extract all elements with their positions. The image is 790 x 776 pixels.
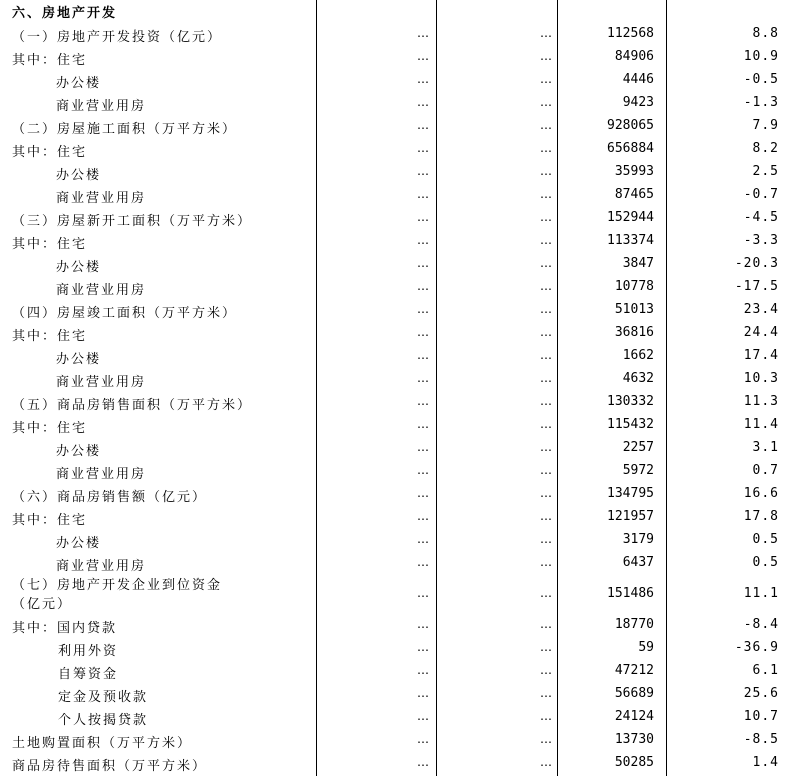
row-label: [12, 509, 87, 528]
ellipsis-cell: …: [417, 256, 429, 270]
row-label: [12, 394, 252, 413]
row-label: [12, 325, 87, 344]
row-label: [58, 640, 118, 659]
ellipsis-cell: …: [417, 118, 429, 132]
row-label: [56, 95, 146, 114]
ellipsis-cell: …: [540, 617, 552, 631]
absolute-value-cell: 6437: [622, 555, 654, 570]
growth-rate-cell: 0.5: [752, 555, 779, 570]
growth-rate-cell: 10.3: [743, 371, 779, 386]
absolute-value-cell: 4632: [622, 371, 654, 386]
ellipsis-cell: …: [540, 49, 552, 63]
table-row: [0, 392, 790, 415]
row-label-text: 利用外资: [58, 644, 119, 659]
ellipsis-cell: …: [417, 755, 429, 769]
absolute-value-cell: 2257: [622, 440, 654, 455]
row-label-text: 其中：住宅: [12, 513, 88, 528]
row-label-text: 商业营业用房: [56, 283, 147, 298]
ellipsis-cell: …: [417, 555, 429, 569]
growth-rate-cell: 2.5: [752, 164, 779, 179]
growth-rate-cell: 7.9: [752, 118, 779, 133]
row-label-text: （二）房屋施工面积（万平方米）: [12, 122, 238, 137]
ellipsis-cell: …: [540, 732, 552, 746]
row-label-text: 其中：住宅: [12, 329, 88, 344]
absolute-value-cell: 3179: [622, 532, 654, 547]
growth-rate-cell: 11.1: [743, 586, 779, 601]
ellipsis-cell: …: [540, 26, 552, 40]
growth-rate-cell: 11.3: [743, 394, 779, 409]
table-row: [0, 116, 790, 139]
absolute-value-cell: 4446: [622, 72, 654, 87]
absolute-value-cell: 9423: [622, 95, 654, 110]
absolute-value-cell: 656884: [607, 141, 654, 156]
row-label: [12, 233, 87, 252]
table-row: [0, 323, 790, 346]
table-row: [0, 369, 790, 392]
ellipsis-cell: …: [417, 279, 429, 293]
ellipsis-cell: …: [417, 640, 429, 654]
growth-rate-cell: 24.4: [743, 325, 779, 340]
growth-rate-cell: -0.5: [743, 72, 779, 87]
row-label: [56, 463, 146, 482]
ellipsis-cell: …: [540, 164, 552, 178]
ellipsis-cell: …: [540, 141, 552, 155]
row-label: [56, 256, 101, 275]
absolute-value-cell: 35993: [614, 164, 654, 179]
growth-rate-cell: 6.1: [752, 663, 779, 678]
absolute-value-cell: 3847: [622, 256, 654, 271]
ellipsis-cell: …: [417, 417, 429, 431]
table-row: [0, 254, 790, 277]
row-label: [56, 555, 146, 574]
table-row: [0, 638, 790, 661]
section-title-row: [0, 2, 790, 22]
ellipsis-cell: …: [417, 49, 429, 63]
ellipsis-cell: …: [417, 617, 429, 631]
row-label: [12, 576, 222, 614]
ellipsis-cell: …: [540, 686, 552, 700]
table-row: [0, 530, 790, 553]
row-label: [12, 49, 87, 68]
ellipsis-cell: …: [540, 72, 552, 86]
absolute-value-cell: 130332: [607, 394, 654, 409]
table-row: [0, 576, 790, 615]
table-row: [0, 346, 790, 369]
absolute-value-cell: 59: [638, 640, 654, 655]
row-label-text: （三）房屋新开工面积（万平方米）: [12, 214, 253, 229]
ellipsis-cell: …: [540, 187, 552, 201]
absolute-value-cell: 47212: [614, 663, 654, 678]
row-label-text: 其中：住宅: [12, 53, 88, 68]
growth-rate-cell: -17.5: [734, 279, 779, 294]
ellipsis-cell: …: [417, 509, 429, 523]
absolute-value-cell: 134795: [607, 486, 654, 501]
row-label: [12, 141, 87, 160]
row-label-text: 办公楼: [56, 76, 102, 91]
growth-rate-cell: 8.8: [752, 26, 779, 41]
ellipsis-cell: …: [417, 26, 429, 40]
growth-rate-cell: -3.3: [743, 233, 779, 248]
absolute-value-cell: 84906: [614, 49, 654, 64]
table-row: [0, 415, 790, 438]
ellipsis-cell: …: [540, 509, 552, 523]
absolute-value-cell: 152944: [607, 210, 654, 225]
row-label-text: 商业营业用房: [56, 375, 147, 390]
ellipsis-cell: …: [540, 663, 552, 677]
absolute-value-cell: 13730: [614, 732, 654, 747]
row-label: [56, 279, 146, 298]
table-row: [0, 507, 790, 530]
table-row: [0, 684, 790, 707]
absolute-value-cell: 51013: [614, 302, 654, 317]
growth-rate-cell: 8.2: [752, 141, 779, 156]
row-label-text: 商业营业用房: [56, 467, 147, 482]
growth-rate-cell: 0.5: [752, 532, 779, 547]
ellipsis-cell: …: [417, 440, 429, 454]
ellipsis-cell: …: [417, 141, 429, 155]
table-row: [0, 461, 790, 484]
row-label: [56, 72, 101, 91]
ellipsis-cell: …: [417, 164, 429, 178]
table-row: [0, 300, 790, 323]
ellipsis-cell: …: [540, 210, 552, 224]
row-label: [56, 164, 101, 183]
ellipsis-cell: …: [417, 663, 429, 677]
ellipsis-cell: …: [417, 686, 429, 700]
growth-rate-cell: -8.5: [743, 732, 779, 747]
row-label-text: （四）房屋竣工面积（万平方米）: [12, 306, 238, 321]
absolute-value-cell: 121957: [607, 509, 654, 524]
absolute-value-cell: 115432: [607, 417, 654, 432]
growth-rate-cell: 10.9: [743, 49, 779, 64]
ellipsis-cell: …: [540, 555, 552, 569]
row-label-text: 定金及预收款: [58, 690, 149, 705]
row-label: [56, 371, 146, 390]
ellipsis-cell: …: [540, 463, 552, 477]
ellipsis-cell: …: [540, 755, 552, 769]
growth-rate-cell: 25.6: [743, 686, 779, 701]
growth-rate-cell: 10.7: [743, 709, 779, 724]
row-label-text: 土地购置面积（万平方米）: [12, 736, 193, 751]
row-label-text: 其中：住宅: [12, 421, 88, 436]
growth-rate-cell: -36.9: [734, 640, 779, 655]
row-label: [12, 302, 237, 321]
table-row: [0, 277, 790, 300]
growth-rate-cell: 1.4: [752, 755, 779, 770]
ellipsis-cell: …: [417, 187, 429, 201]
ellipsis-cell: …: [417, 463, 429, 477]
ellipsis-cell: …: [540, 394, 552, 408]
row-label: [58, 709, 148, 728]
ellipsis-cell: …: [417, 348, 429, 362]
growth-rate-cell: -1.3: [743, 95, 779, 110]
absolute-value-cell: 113374: [607, 233, 654, 248]
growth-rate-cell: 16.6: [743, 486, 779, 501]
table-row: [0, 208, 790, 231]
ellipsis-cell: …: [540, 279, 552, 293]
row-label-text: （六）商品房销售额（亿元）: [12, 490, 208, 505]
ellipsis-cell: …: [540, 233, 552, 247]
row-label-text-line2: （亿元）: [12, 597, 73, 612]
ellipsis-cell: …: [540, 586, 552, 600]
row-label: [12, 617, 117, 636]
row-label: [12, 732, 192, 751]
ellipsis-cell: …: [540, 640, 552, 654]
row-label-text: 其中：住宅: [12, 237, 88, 252]
ellipsis-cell: …: [417, 732, 429, 746]
ellipsis-cell: …: [540, 532, 552, 546]
row-label: [12, 755, 207, 774]
ellipsis-cell: …: [417, 325, 429, 339]
table-row: [0, 484, 790, 507]
row-label: [12, 210, 252, 229]
ellipsis-cell: …: [540, 417, 552, 431]
absolute-value-cell: 56689: [614, 686, 654, 701]
table-row: [0, 47, 790, 70]
ellipsis-cell: …: [540, 256, 552, 270]
row-label: [58, 663, 118, 682]
table-row: [0, 162, 790, 185]
table-row: [0, 615, 790, 638]
table-row: [0, 93, 790, 116]
ellipsis-cell: …: [417, 233, 429, 247]
table-row: [0, 231, 790, 254]
ellipsis-cell: …: [540, 348, 552, 362]
ellipsis-cell: …: [540, 118, 552, 132]
ellipsis-cell: …: [417, 210, 429, 224]
ellipsis-cell: …: [540, 302, 552, 316]
row-label-text: 自筹资金: [58, 667, 119, 682]
absolute-value-cell: 24124: [614, 709, 654, 724]
row-label-text: 商业营业用房: [56, 99, 147, 114]
ellipsis-cell: …: [540, 486, 552, 500]
row-label: [12, 417, 87, 436]
table-row: [0, 139, 790, 162]
row-label: [56, 532, 101, 551]
absolute-value-cell: 1662: [622, 348, 654, 363]
row-label: [12, 118, 237, 137]
ellipsis-cell: …: [540, 325, 552, 339]
row-label: [58, 686, 148, 705]
ellipsis-cell: …: [417, 709, 429, 723]
row-label-text: （五）商品房销售面积（万平方米）: [12, 398, 253, 413]
row-label: [12, 26, 222, 45]
row-label-text: 其中：国内贷款: [12, 621, 118, 636]
ellipsis-cell: …: [540, 440, 552, 454]
table-row: [0, 661, 790, 684]
row-label-text: 办公楼: [56, 168, 102, 183]
absolute-value-cell: 10778: [614, 279, 654, 294]
section-title: 六、房地产开发: [12, 6, 118, 21]
table-row: [0, 24, 790, 47]
absolute-value-cell: 5972: [622, 463, 654, 478]
row-label: [12, 486, 207, 505]
row-label: [56, 187, 146, 206]
table-row: [0, 438, 790, 461]
row-label-text: （一）房地产开发投资（亿元）: [12, 30, 223, 45]
growth-rate-cell: 23.4: [743, 302, 779, 317]
ellipsis-cell: …: [540, 371, 552, 385]
growth-rate-cell: 3.1: [752, 440, 779, 455]
growth-rate-cell: -20.3: [734, 256, 779, 271]
absolute-value-cell: 151486: [607, 586, 654, 601]
row-label-text: 办公楼: [56, 352, 102, 367]
absolute-value-cell: 87465: [614, 187, 654, 202]
row-label: [56, 348, 101, 367]
absolute-value-cell: 36816: [614, 325, 654, 340]
row-label-text: 办公楼: [56, 536, 102, 551]
growth-rate-cell: 17.4: [743, 348, 779, 363]
row-label-text: 个人按揭贷款: [58, 713, 149, 728]
absolute-value-cell: 50285: [614, 755, 654, 770]
ellipsis-cell: …: [417, 586, 429, 600]
absolute-value-cell: 928065: [607, 118, 654, 133]
ellipsis-cell: …: [540, 95, 552, 109]
ellipsis-cell: …: [540, 709, 552, 723]
ellipsis-cell: …: [417, 95, 429, 109]
table-row: [0, 553, 790, 576]
row-label-text: 其中：住宅: [12, 145, 88, 160]
growth-rate-cell: -4.5: [743, 210, 779, 225]
table-row: [0, 730, 790, 753]
ellipsis-cell: …: [417, 72, 429, 86]
absolute-value-cell: 18770: [614, 617, 654, 632]
ellipsis-cell: …: [417, 302, 429, 316]
row-label-text: 商业营业用房: [56, 191, 147, 206]
ellipsis-cell: …: [417, 486, 429, 500]
table-row: [0, 70, 790, 93]
growth-rate-cell: -8.4: [743, 617, 779, 632]
row-label: [56, 440, 101, 459]
row-label-text: （七）房地产开发企业到位资金: [12, 578, 223, 593]
row-label-text: 办公楼: [56, 260, 102, 275]
table-row: [0, 753, 790, 776]
absolute-value-cell: 112568: [607, 26, 654, 41]
row-label-text: 办公楼: [56, 444, 102, 459]
row-label-text: 商业营业用房: [56, 559, 147, 574]
growth-rate-cell: 0.7: [752, 463, 779, 478]
growth-rate-cell: 11.4: [743, 417, 779, 432]
table-row: [0, 185, 790, 208]
ellipsis-cell: …: [417, 532, 429, 546]
growth-rate-cell: -0.7: [743, 187, 779, 202]
growth-rate-cell: 17.8: [743, 509, 779, 524]
table-row: [0, 707, 790, 730]
ellipsis-cell: …: [417, 394, 429, 408]
row-label-text: 商品房待售面积（万平方米）: [12, 759, 208, 774]
ellipsis-cell: …: [417, 371, 429, 385]
